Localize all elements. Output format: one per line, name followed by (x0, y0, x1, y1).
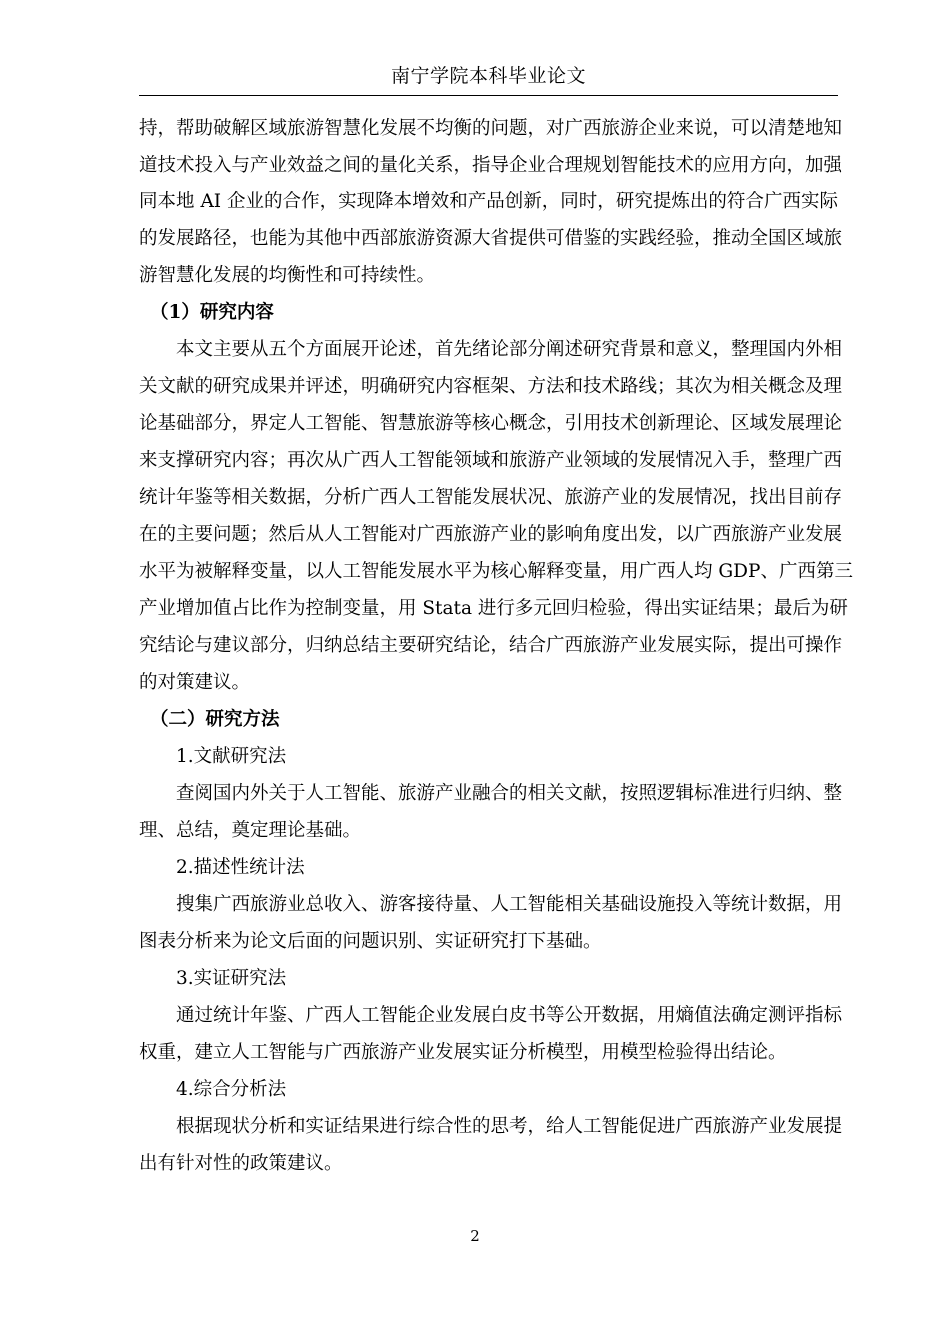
paragraph-line: 道技术投入与产业效益之间的量化关系，指导企业合理规划智能技术的应用方向，加强 (139, 155, 843, 176)
section-heading-research-content: （1）研究内容 (150, 302, 274, 323)
paragraph-line: 论基础部分，界定人工智能、智慧旅游等核心概念，引用技术创新理论、区域发展理论 (139, 413, 843, 434)
running-header: 南宁学院本科毕业论文 (390, 65, 586, 87)
paragraph-line: 游智慧化发展的均衡性和可持续性。 (139, 265, 436, 286)
paragraph-line: 本文主要从五个方面展开论述，首先绪论部分阐述研究背景和意义，整理国内外相 (176, 339, 843, 360)
paragraph-line: 图表分析来为论文后面的问题识别、实证研究打下基础。 (139, 931, 602, 952)
paragraph-line: 查阅国内外关于人工智能、旅游产业融合的相关文献，按照逻辑标准进行归纳、整 (176, 783, 843, 804)
paragraph-line: 关文献的研究成果并评述，明确研究内容框架、方法和技术路线；其次为相关概念及理 (139, 376, 843, 397)
method-title: 2.描述性统计法 (176, 857, 305, 878)
paragraph-line: 出有针对性的政策建议。 (139, 1153, 343, 1174)
method-title: 3.实证研究法 (176, 968, 287, 989)
paragraph-line: 的对策建议。 (139, 672, 251, 693)
paragraph-line: 搜集广西旅游业总收入、游客接待量、人工智能相关基础设施投入等统计数据，用 (176, 894, 843, 915)
paragraph-line: 究结论与建议部分，归纳总结主要研究结论，结合广西旅游产业发展实际，提出可操作 (139, 635, 843, 656)
paragraph-line: 统计年鉴等相关数据，分析广西人工智能发展状况、旅游产业的发展情况，找出目前存 (139, 487, 843, 508)
paragraph-line: 根据现状分析和实证结果进行综合性的思考，给人工智能促进广西旅游产业发展提 (176, 1116, 843, 1137)
paragraph-line: 来支撑研究内容；再次从广西人工智能领域和旅游产业领域的发展情况入手，整理广西 (139, 450, 843, 471)
paragraph-line: 产业增加值占比作为控制变量，用 Stata 进行多元回归检验，得出实证结果；最后为研 (139, 598, 848, 619)
paragraph-line: 通过统计年鉴、广西人工智能企业发展白皮书等公开数据，用熵值法确定测评指标 (176, 1005, 843, 1026)
paragraph-line: 在的主要问题；然后从人工智能对广西旅游产业的影响角度出发，以广西旅游产业发展 (139, 524, 843, 545)
paragraph-line: 权重，建立人工智能与广西旅游产业发展实证分析模型，用模型检验得出结论。 (139, 1042, 787, 1063)
method-title: 4.综合分析法 (176, 1079, 287, 1100)
header-divider (139, 95, 838, 96)
paragraph-line: 同本地 AI 企业的合作，实现降本增效和产品创新，同时，研究提炼出的符合广西实际 (139, 191, 838, 212)
method-title: 1.文献研究法 (176, 746, 287, 767)
paragraph-line: 持，帮助破解区域旅游智慧化发展不均衡的问题，对广西旅游企业来说，可以清楚地知 (139, 118, 843, 139)
paragraph-line: 理、总结，奠定理论基础。 (139, 820, 362, 841)
paragraph-line: 的发展路径，也能为其他中西部旅游资源大省提供可借鉴的实践经验，推动全国区域旅 (139, 228, 843, 249)
paragraph-line: 水平为被解释变量，以人工智能发展水平为核心解释变量，用广西人均 GDP、广西第三 (139, 561, 853, 582)
page-number: 2 (470, 1227, 480, 1245)
section-heading-research-methods: （二）研究方法 (150, 709, 280, 730)
